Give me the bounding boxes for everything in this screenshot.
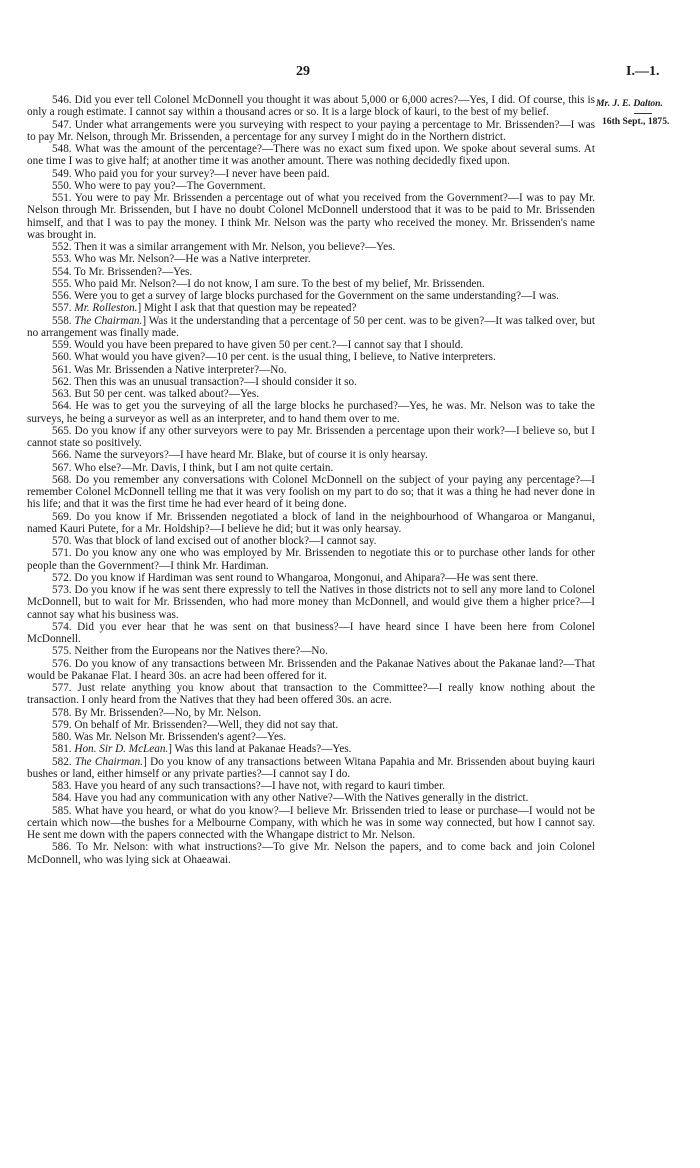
testimony-paragraph: 552. Then it was a similar arrangement with Mr. Nelson, you believe?—Yes. — [52, 241, 396, 253]
testimony-paragraph: 579. On behalf of Mr. Brissenden?—Well, they did not say that. — [52, 718, 339, 731]
testimony-paragraph: 572. Do you know if Hardiman was sent round to Whangaroa, Mongonui, and Ahipara?—He was sent there. — [52, 571, 539, 584]
speaker-name: Mr. Rolleston. — [74, 302, 138, 315]
testimony-paragraph: 562. Then this was an unusual transaction?—I should consider it so. — [52, 375, 357, 388]
testimony-paragraph: 554. To Mr. Brissenden?—Yes. — [52, 265, 193, 278]
page-header — [0, 64, 700, 84]
page-number: 29 — [296, 64, 310, 79]
testimony-paragraph: 583. Have you heard of any such transactions?—I have not, with regard to kauri timber. — [52, 780, 445, 792]
testimony-paragraph — [27, 756, 595, 781]
testimony-paragraph: 549. Who paid you for your survey?—I never have been paid. — [52, 167, 330, 180]
testimony-date: 16th Sept., 1875. — [602, 116, 670, 127]
testimony-paragraph: 570. Was that block of land excised out of another block?—I cannot say. — [52, 535, 377, 547]
paragraph-text: ] Was it the understanding that a percentage of 50 per cent. was to be given?—It was talked over, but no arrangement was finally made. — [27, 314, 596, 339]
testimony-paragraph: 568. Do you remember any conversations with Colonel McDonnell on the subject of your paying any percentage?—I remember Colonel McDonnell telling me that it was very foolish on my part to do so; that it was a thing he had never done in his life; and that it was the first time he had ever heard of it being done. — [27, 473, 595, 511]
testimony-paragraph: 563. But 50 per cent. was talked about?—Yes. — [52, 388, 260, 400]
testimony-paragraph: 556. Were you to get a survey of large blocks purchased for the Government on the same understanding?—I was. — [52, 290, 559, 302]
margin-note — [596, 98, 696, 128]
speaker-name: Hon. Sir D. McLean. — [74, 743, 169, 756]
question-number: 581. — [52, 743, 75, 756]
testimony-paragraph: 585. What have you heard, or what do you know?—I believe Mr. Brissenden tried to lease or purchase—I would not be certain which now—the bushes for a Melbourne Company, with which he was in some way connected, but how I cannot say. He sent me down with the papers connected with the Whangape district to Mr. Nelson. — [27, 804, 595, 841]
testimony-paragraph: 577. Just relate anything you know about that transaction to the Committee?—I really know nothing about the transaction. I only heard from the Natives that they had been offered 30s. an acre. — [27, 682, 595, 707]
speaker-name: The Chairman. — [74, 755, 144, 768]
testimony-paragraph — [27, 315, 595, 340]
testimony-paragraph: 560. What would you have given?—10 per cent. is the usual thing, I believe, to Native interpreters. — [52, 351, 496, 364]
testimony-paragraph: 567. Who else?—Mr. Davis, I think, but I am not quite certain. — [52, 461, 334, 474]
testimony-paragraph: 573. Do you know if he was sent there expressly to tell the Natives in those districts not to sell any more land to Colonel McDonnell, but to wait for Mr. Brissenden, who had more money than McDonnell, and would give them a higher price?—I cannot say what his business was. — [27, 584, 595, 621]
testimony-paragraph: 550. Who were to pay you?—The Government. — [52, 179, 266, 192]
testimony-paragraph: 548. What was the amount of the percentage?—There was no exact sum fixed upon. We spoke about several sums. At one time I was to give half; at another time it was another amount. There was nothing decidedly fixed upon. — [27, 143, 595, 168]
testimony-paragraph: 553. Who was Mr. Nelson?—He was a Native interpreter. — [52, 253, 311, 266]
testimony-paragraph: 561. Was Mr. Brissenden a Native interpreter?—No. — [52, 363, 287, 376]
testimony-paragraph: 576. Do you know of any transactions between Mr. Brissenden and the Pakanae Natives about the Pakanae land?—That would be Pakanae Flat. I heard 30s. an acre had been offered for it. — [27, 657, 595, 682]
testimony-body — [27, 94, 595, 866]
question-number: 557. — [52, 302, 75, 315]
question-number: 582. — [52, 755, 75, 768]
testimony-paragraph: 578. By Mr. Brissenden?—No, by Mr. Nelson. — [52, 706, 262, 719]
witness-name: Mr. J. E. Dalton. — [596, 98, 663, 109]
testimony-paragraph: 580. Was Mr. Nelson Mr. Brissenden's agent?—Yes. — [52, 731, 287, 743]
testimony-paragraph: 584. Have you had any communication with any other Native?—With the Natives generally in the district. — [52, 792, 529, 805]
testimony-paragraph: 547. Under what arrangements were you surveying with respect to your paying a percentage to Mr. Brissenden?—I was to pay Mr. Nelson, through Mr. Brissenden, a percentage for any survey I might do in the Northern district. — [27, 118, 595, 143]
paragraph-text: ] Might I ask that that question may be repeated? — [137, 302, 357, 315]
margin-divider — [634, 113, 652, 114]
testimony-paragraph: 564. He was to get you the surveying of all the large blocks he purchased?—Yes, he was. Mr. Nelson was to take the surveys, he being a surveyor as well as an interpreter, and to hand them over to me. — [27, 400, 595, 425]
testimony-paragraph: 571. Do you know any one who was employed by Mr. Brissenden to negotiate this or to purchase other lands for other people than the Government?—I think Mr. Hardiman. — [27, 547, 595, 572]
testimony-paragraph: 586. To Mr. Nelson: with what instructions?—To give Mr. Nelson the papers, and to come back and join Colonel McDonnell, who was lying sick at Ohaeawai. — [27, 841, 595, 866]
paragraph-text: ] Was this land at Pakanae Heads?—Yes. — [168, 743, 352, 756]
testimony-paragraph: 546. Did you ever tell Colonel McDonnell you thought it was about 5,000 or 6,000 acres?—Yes, I did. Of course, this is only a rough estimate. I cannot say within a thousand acres or so. It is a large block of kauri, to the best of my belief. — [27, 94, 595, 119]
testimony-paragraph: 574. Did you ever hear that he was sent on that business?—I have heard since I have been here from Colonel McDonnell. — [27, 620, 595, 645]
testimony-paragraph: 566. Name the surveyors?—I have heard Mr. Blake, but of course it is only hearsay. — [52, 449, 428, 462]
question-number: 558. — [52, 314, 75, 327]
speaker-name: The Chairman. — [74, 314, 143, 327]
testimony-paragraph: 551. You were to pay Mr. Brissenden a percentage out of what you received from the Government?—I was to pay Mr. Nelson through Mr. Brissenden, but I have no doubt Colonel McDonnell understood that it was to be paid to Mr. Brissenden himself, and that I was to pay the money. I think Mr. Nelson was the party who received the money. Mr. Brissenden's name was brought in. — [27, 192, 595, 241]
testimony-paragraph: 575. Neither from the Europeans nor the Natives there?—No. — [52, 645, 328, 658]
document-reference: I.—1. — [626, 64, 660, 79]
testimony-paragraph: 565. Do you know if any other surveyors were to pay Mr. Brissenden a percentage upon their work?—I believe so, but I cannot state so positively. — [27, 424, 595, 449]
paragraph-text: ] Do you know of any transactions between Witana Papahia and Mr. Brissenden about buying kauri bushes or land, either himself or any private parties?—I cannot say I do. — [27, 755, 595, 780]
testimony-paragraph — [27, 302, 595, 314]
testimony-paragraph — [27, 743, 595, 755]
testimony-paragraph: 559. Would you have been prepared to have given 50 per cent.?—I cannot say that I should. — [52, 339, 464, 351]
testimony-paragraph: 569. Do you know if Mr. Brissenden negotiated a block of land in the neighbourhood of Whangaroa or Manganui, named Kauri Putete, for a Mr. Holdship?—I believe he did; but it was only hearsay. — [27, 510, 595, 535]
testimony-paragraph: 555. Who paid Mr. Nelson?—I do not know, I am sure. To the best of my belief, Mr. Brissenden. — [52, 277, 485, 290]
